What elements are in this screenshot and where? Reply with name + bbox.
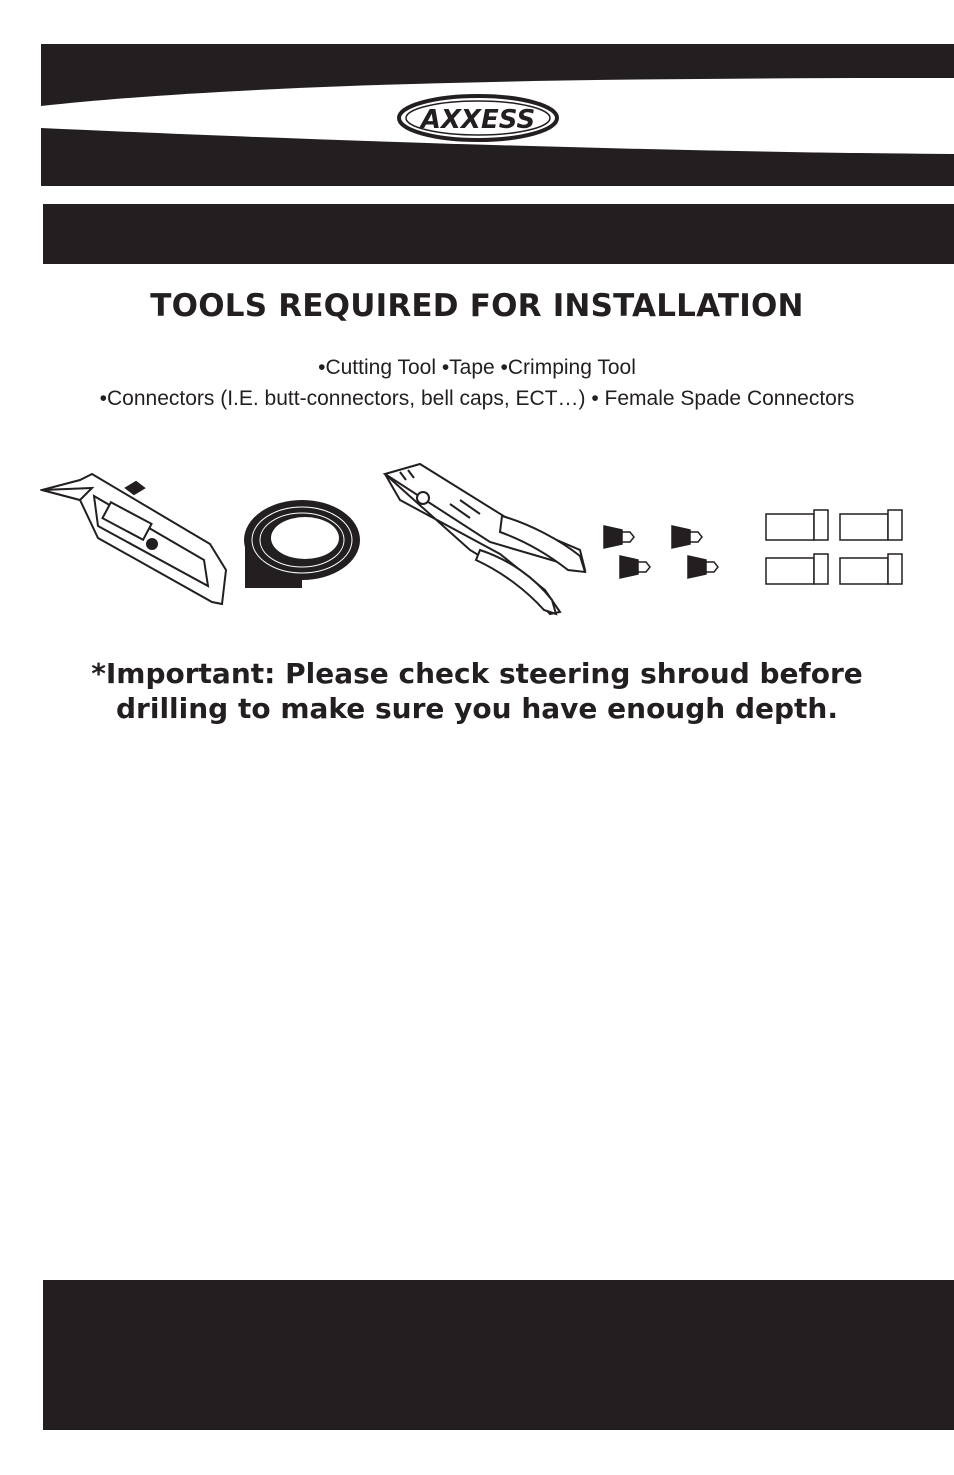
tools-list-line-1: •Cutting Tool •Tape •Crimping Tool	[318, 356, 636, 379]
female-spade-connector-icon	[766, 510, 902, 584]
title-bar	[43, 204, 954, 264]
tool-illustrations	[40, 460, 910, 620]
logo-text: AXXESS	[420, 105, 536, 135]
tools-heading: TOOLS REQUIRED FOR INSTALLATION	[150, 288, 804, 324]
bell-cap-connector-icon	[604, 526, 718, 578]
important-note-line-2: drilling to make sure you have enough depth.	[116, 692, 838, 725]
utility-knife-icon	[42, 474, 226, 604]
footer-bar	[43, 1280, 954, 1430]
crimping-tool-icon	[385, 464, 585, 614]
important-note	[0, 656, 954, 726]
tools-list-line-2: •Connectors (I.E. butt-connectors, bell caps, ECT…) • Female Spade Connectors	[99, 387, 855, 410]
important-note-line-1: *Important: Please check steering shroud before	[91, 657, 863, 690]
axxess-logo	[399, 96, 557, 140]
tape-roll-icon	[244, 500, 360, 588]
header-banner	[41, 44, 954, 186]
